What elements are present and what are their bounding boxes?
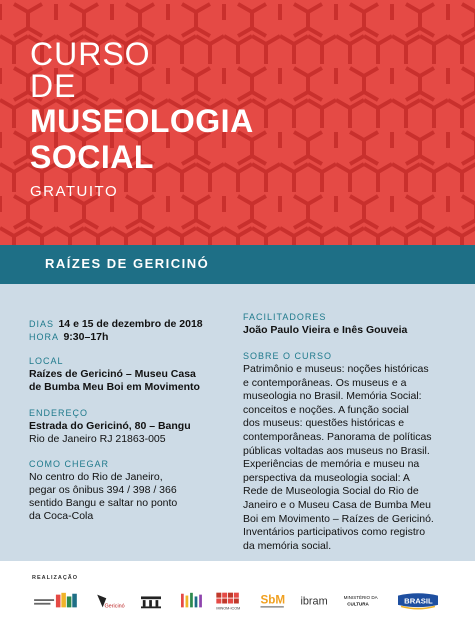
- como-chegar-line: pegar os ônibus 394 / 398 / 366: [29, 484, 177, 496]
- sobre-line: dos museus: questões históricas e: [243, 417, 405, 430]
- logo-gericino-text: Gericinó: [104, 603, 125, 610]
- sobre-line: Inventários participativos como registro: [243, 526, 426, 539]
- sobre-label: SOBRE O CURSO: [243, 351, 333, 361]
- sobre-line: Janeiro e o Museu Casa de Bumba Meu: [243, 499, 431, 511]
- sobre-line: Patrimônio e museus: noções históricas: [243, 363, 429, 375]
- endereco-line-2: Rio de Janeiro RJ 21863-005: [29, 433, 166, 445]
- title-line-museologia: MUSEOLOGIA: [30, 103, 254, 139]
- hero-header: [0, 0, 475, 245]
- logo-sbm-text: SbM: [260, 593, 286, 607]
- sbm-logo: [256, 591, 290, 611]
- colorful-stripes-logo: [178, 591, 204, 611]
- rede-museologia-logo: [30, 591, 80, 611]
- ibram-logo: [298, 591, 332, 611]
- location-band: [0, 245, 475, 284]
- realizacao-label: REALIZAÇÃO: [32, 575, 79, 581]
- logo-brasil-text: BRASIL: [404, 596, 433, 606]
- sponsors-footer: [0, 561, 475, 640]
- facilitadores-label: FACILITADORES: [243, 312, 327, 322]
- dias-value: 14 e 15 de dezembro de 2018: [58, 318, 203, 330]
- info-panel: [0, 284, 475, 561]
- como-chegar-line: da Coca-Cola: [29, 510, 94, 522]
- logo-minc-line1: MINISTÉRIO DA: [343, 595, 378, 601]
- hora-value: 9:30–17h: [63, 331, 109, 343]
- local-line: de Bumba Meu Boi em Movimento: [29, 381, 200, 393]
- ministerio-cultura-logo: [340, 591, 380, 611]
- local-label: LOCAL: [29, 356, 64, 366]
- facilitadores-value: João Paulo Vieira e Inês Gouveia: [243, 324, 408, 336]
- title-line-curso: CURSO: [30, 36, 151, 72]
- sobre-line: museologia no Brasil. Memória Social:: [243, 390, 422, 403]
- title-line-social: SOCIAL: [30, 139, 154, 175]
- governo-brasil-logo: [388, 591, 448, 611]
- sobre-line: perspectiva da museologia social: A: [243, 471, 410, 484]
- hora-row: [29, 329, 108, 345]
- museum-building-logo: [138, 591, 164, 611]
- title-line-de: DE: [30, 68, 77, 104]
- gericino-logo: [92, 591, 126, 611]
- hora-label: HORA: [29, 332, 60, 342]
- como-chegar-line: No centro do Rio de Janeiro,: [29, 471, 163, 483]
- subtitle-gratuito: GRATUITO: [30, 183, 119, 200]
- sobre-line: públicas voltadas aos museus no Brasil.: [243, 444, 430, 457]
- sobre-line: Rede de Museologia Social do Rio de: [243, 485, 419, 498]
- logo-ibram-text: ibram: [300, 595, 328, 608]
- sobre-line: Experiências de memória e museu na: [243, 458, 420, 471]
- logo-minc-line2: CULTURA: [347, 601, 369, 607]
- endereco-label: ENDEREÇO: [29, 408, 89, 418]
- sobre-line: conceitos e noções. A função social: [243, 403, 409, 416]
- local-line: Raízes de Gericinó – Museu Casa: [29, 368, 196, 380]
- minom-icom-logo: [212, 591, 244, 611]
- band-title: RAÍZES DE GERICINÓ: [45, 256, 210, 271]
- sobre-line: da memória social.: [243, 539, 332, 552]
- como-chegar-label: COMO CHEGAR: [29, 459, 110, 469]
- logo-minom-text: MINOM-ICOM: [216, 606, 241, 611]
- sobre-line: contemporâneas. Panorama de políticas: [243, 431, 432, 443]
- sobre-line: Boi em Movimento – Raízes de Gericinó.: [243, 512, 434, 525]
- como-chegar-line: sentido Bangu e saltar no ponto: [29, 497, 178, 509]
- dias-label: DIAS: [29, 319, 55, 329]
- endereco-line-1: Estrada do Gericinó, 80 – Bangu: [29, 420, 191, 432]
- sobre-line: e contemporâneas. Os museus e a: [243, 376, 407, 389]
